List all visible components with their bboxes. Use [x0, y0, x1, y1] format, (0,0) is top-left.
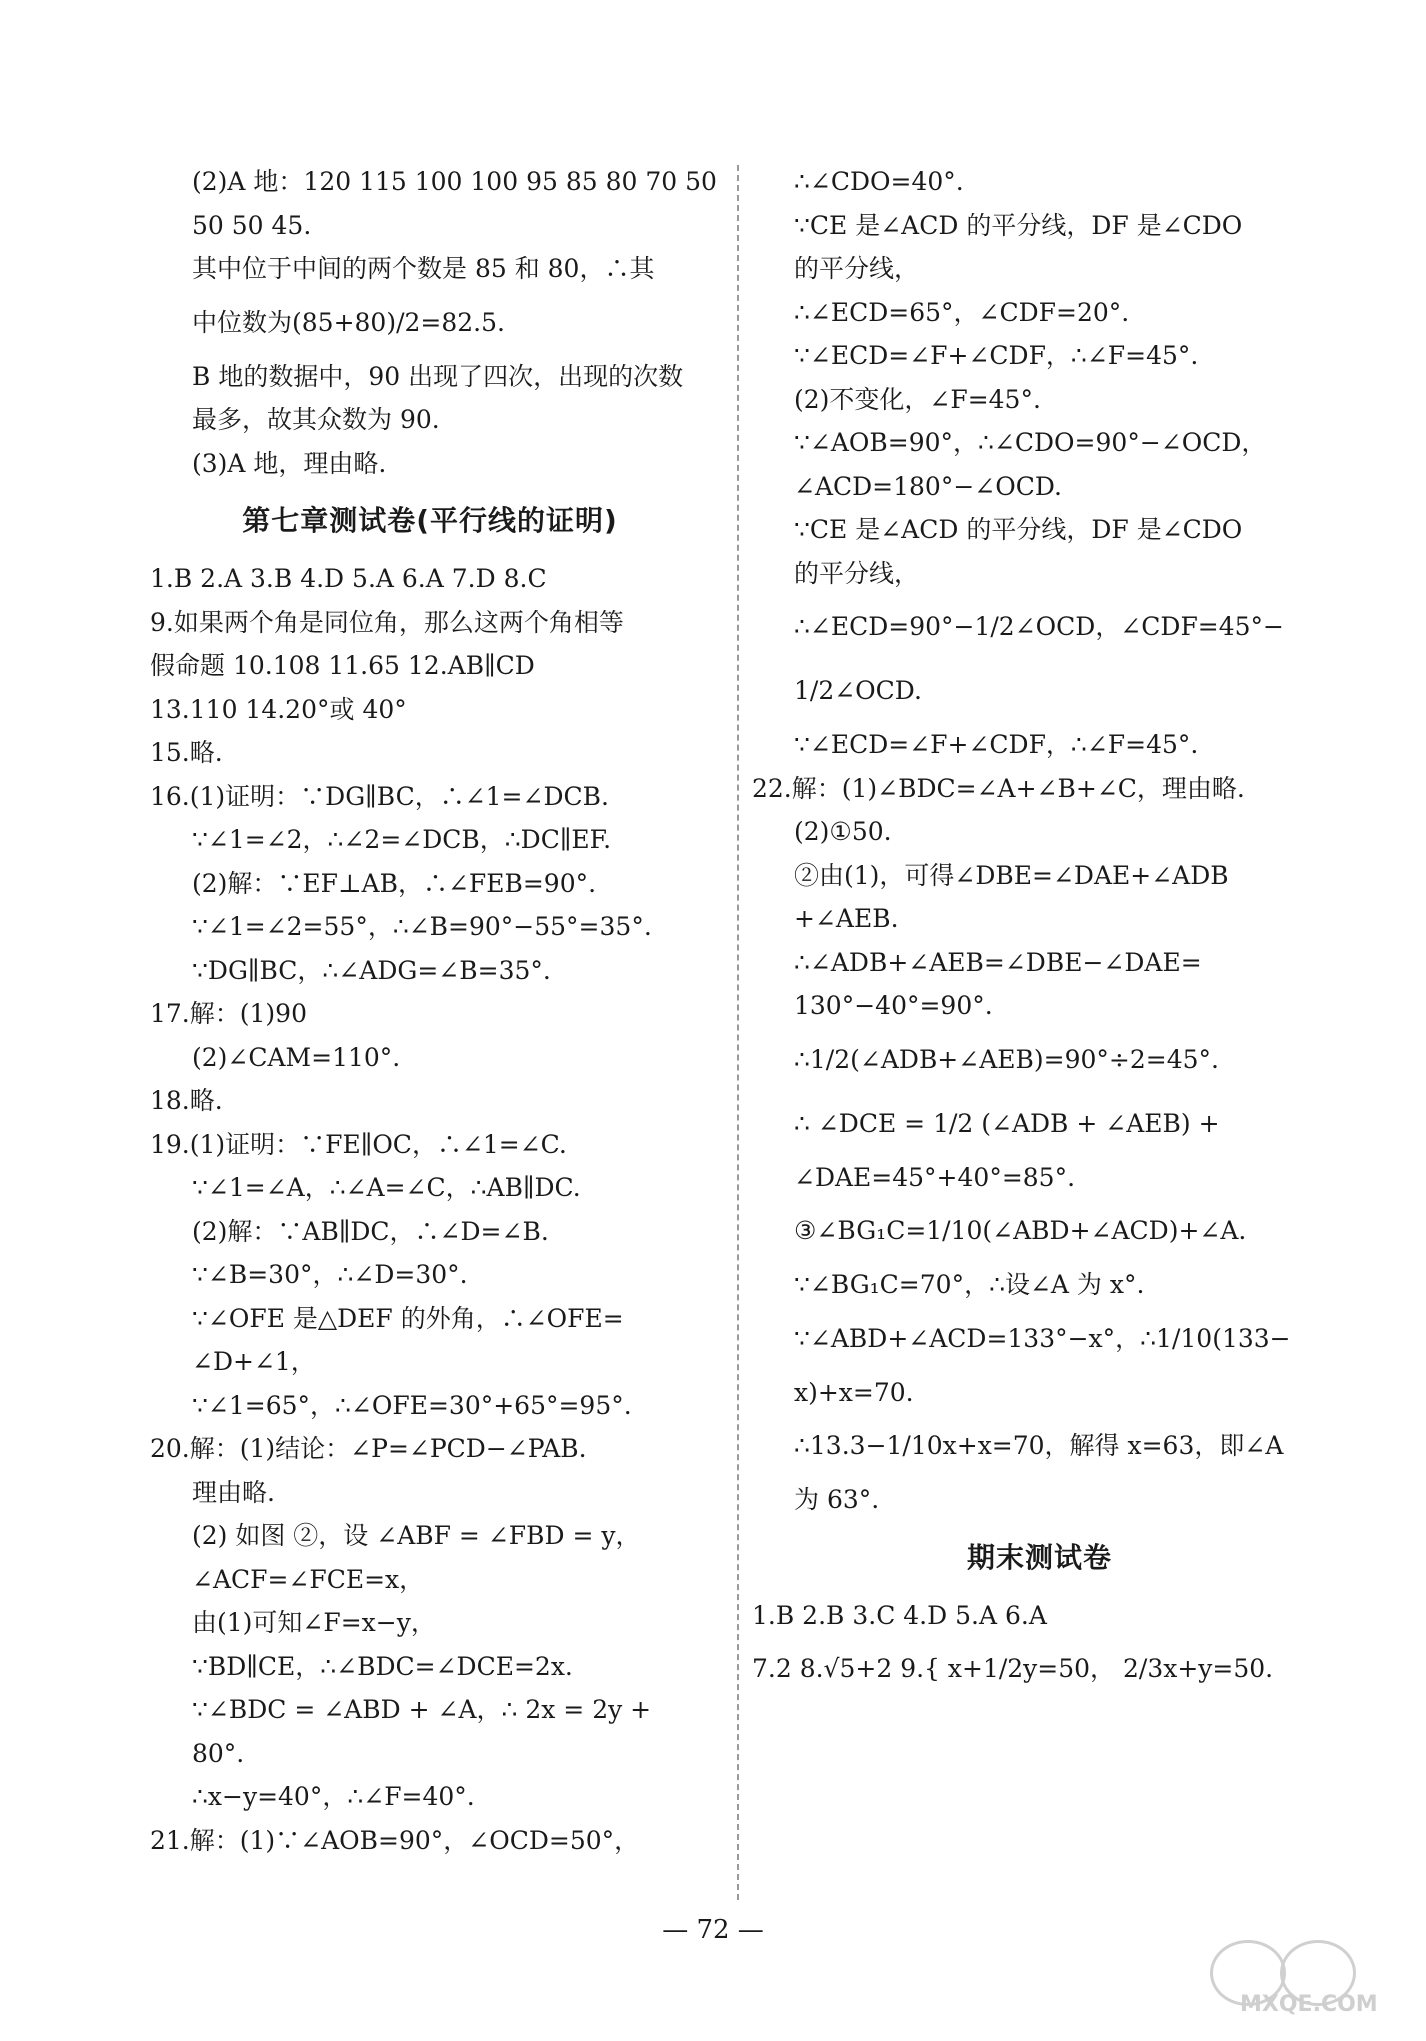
answer-line: 其中位于中间的两个数是 85 和 80，∴其 — [192, 254, 655, 283]
answer-line: (2) 如图 ②，设 ∠ABF = ∠FBD = y， — [192, 1521, 641, 1550]
answer-line: ∴13.3−1/10x+x=70，解得 x=63，即∠A — [794, 1431, 1284, 1460]
answer-line: 19.(1)证明：∵FE∥OC，∴∠1=∠C. — [150, 1129, 567, 1159]
answer-line: ∴1/2(∠ADB+∠AEB)=90°÷2=45°. — [794, 1044, 1219, 1074]
answer-line: (2)∠CAM=110°. — [192, 1042, 401, 1072]
answer-line: ③∠BG₁C=1/10(∠ABD+∠ACD)+∠A. — [794, 1216, 1247, 1245]
answer-line: ∵∠BDC = ∠ABD + ∠A，∴ 2x = 2y + — [192, 1695, 652, 1724]
answer-line: ∵∠ECD=∠F+∠CDF，∴∠F=45°. — [794, 341, 1199, 370]
answer-line: (2)不变化，∠F=45°. — [794, 384, 1041, 414]
right-column — [752, 160, 1327, 1701]
answer-line: 最多，故其众数为 90. — [192, 405, 440, 434]
answer-line: (3)A 地，理由略. — [192, 448, 387, 478]
answer-line: 1/2∠OCD. — [794, 676, 922, 705]
answer-line: 50 50 45. — [192, 210, 312, 240]
answer-line: ∵BD∥CE，∴∠BDC=∠DCE=2x. — [192, 1651, 573, 1681]
answer-line: 16.(1)证明：∵DG∥BC，∴∠1=∠DCB. — [150, 781, 609, 811]
answer-line: ∵∠1=∠A，∴∠A=∠C，∴AB∥DC. — [192, 1173, 581, 1202]
answer-line: (2)解：∵EF⊥AB，∴∠FEB=90°. — [192, 868, 597, 898]
answer-line: ∵∠ECD=∠F+∠CDF，∴∠F=45°. — [794, 730, 1199, 759]
page-number: — 72 — — [662, 1915, 764, 1945]
answer-line: (2)解：∵AB∥DC，∴∠D=∠B. — [192, 1216, 549, 1246]
answer-line: B 地的数据中，90 出现了四次，出现的次数 — [192, 361, 684, 391]
answer-line: ∵∠ABD+∠ACD=133°−x°，∴1/10(133− — [794, 1323, 1291, 1353]
answer-line: ∵CE 是∠ACD 的平分线，DF 是∠CDO — [794, 515, 1243, 544]
answer-line: ∴∠ECD=90°−1/2∠OCD，∠CDF=45°− — [794, 612, 1285, 641]
answer-line: ②由(1)，可得∠DBE=∠DAE+∠ADB — [794, 860, 1229, 890]
answer-line: 9.如果两个角是同位角，那么这两个角相等 — [150, 607, 624, 637]
answer-line: 13.110 14.20°或 40° — [150, 694, 407, 724]
answer-line: 18.略. — [150, 1086, 223, 1115]
answer-line: ∴ ∠DCE = 1/2 (∠ADB + ∠AEB) + — [794, 1108, 1220, 1138]
watermark-text: MXQE.COM — [1240, 1992, 1378, 2017]
left-column — [150, 160, 717, 1862]
answer-line: x)+x=70. — [794, 1377, 914, 1407]
answer-line: 理由略. — [192, 1477, 275, 1507]
answer-line: ∵CE 是∠ACD 的平分线，DF 是∠CDO — [794, 210, 1243, 240]
answer-line: 的平分线， — [794, 558, 920, 588]
answer-line: ∵∠B=30°，∴∠D=30°. — [192, 1260, 468, 1289]
answer-line: 中位数为(85+80)/2=82.5. — [192, 307, 505, 337]
answer-line: 1.B 2.B 3.C 4.D 5.A 6.A — [752, 1600, 1047, 1630]
answer-line: 20.解：(1)结论：∠P=∠PCD−∠PAB. — [150, 1434, 587, 1463]
answer-line: ∵DG∥BC，∴∠ADG=∠B=35°. — [192, 955, 551, 985]
answer-line: ∠ACF=∠FCE=x， — [192, 1564, 425, 1594]
section-heading: 第七章测试卷(平行线的证明) — [242, 504, 618, 537]
answer-line: 7.2 8.√5+2 9.{ x+1/2y=50， 2/3x+y=50. — [752, 1654, 1274, 1683]
answer-line: (2)①50. — [794, 817, 892, 846]
answer-line: 21.解：(1)∵∠AOB=90°，∠OCD=50°， — [150, 1825, 640, 1855]
answer-line: ∴∠CDO=40°. — [794, 167, 964, 196]
answer-line: ∠ACD=180°−∠OCD. — [794, 471, 1062, 501]
answer-line: 130°−40°=90°. — [794, 991, 993, 1020]
answer-line: ∴∠ADB+∠AEB=∠DBE−∠DAE= — [794, 947, 1202, 977]
section-heading: 期末测试卷 — [966, 1540, 1112, 1574]
answer-line: 为 63°. — [794, 1485, 880, 1514]
answer-line: ∵∠OFE 是△DEF 的外角，∴∠OFE= — [192, 1303, 624, 1333]
answer-line: ∴x−y=40°，∴∠F=40°. — [192, 1782, 475, 1811]
answer-line: 由(1)可知∠F=x−y， — [192, 1608, 436, 1637]
answer-line: ∠D+∠1， — [192, 1347, 316, 1376]
answer-line: 1.B 2.A 3.B 4.D 5.A 6.A 7.D 8.C — [150, 564, 547, 593]
answer-line: (2)A 地：120 115 100 100 95 85 80 70 50 — [192, 167, 717, 196]
answer-line: 的平分线， — [794, 254, 920, 283]
watermark-logo — [1200, 1940, 1410, 2030]
answer-line: 22.解：(1)∠BDC=∠A+∠B+∠C，理由略. — [752, 773, 1245, 803]
answer-line: ∵∠1=∠2=55°，∴∠B=90°−55°=35°. — [192, 912, 652, 941]
answer-line: 80°. — [192, 1738, 245, 1768]
answer-line: 假命题 10.108 11.65 12.AB∥CD — [150, 651, 535, 680]
answer-line: ∴∠ECD=65°，∠CDF=20°. — [794, 297, 1130, 327]
answer-line: 15.略. — [150, 738, 223, 767]
answer-line: ∵∠1=∠2，∴∠2=∠DCB，∴DC∥EF. — [192, 825, 612, 854]
answer-line: ∠DAE=45°+40°=85°. — [794, 1162, 1076, 1192]
answer-line: 17.解：(1)90 — [150, 999, 307, 1028]
column-divider — [737, 165, 739, 1900]
answer-line: ∵∠BG₁C=70°，∴设∠A 为 x°. — [794, 1270, 1145, 1299]
answer-line: +∠AEB. — [794, 904, 899, 933]
answer-line: ∵∠AOB=90°，∴∠CDO=90°−∠OCD， — [794, 428, 1267, 457]
answer-line: ∵∠1=65°，∴∠OFE=30°+65°=95°. — [192, 1390, 632, 1420]
